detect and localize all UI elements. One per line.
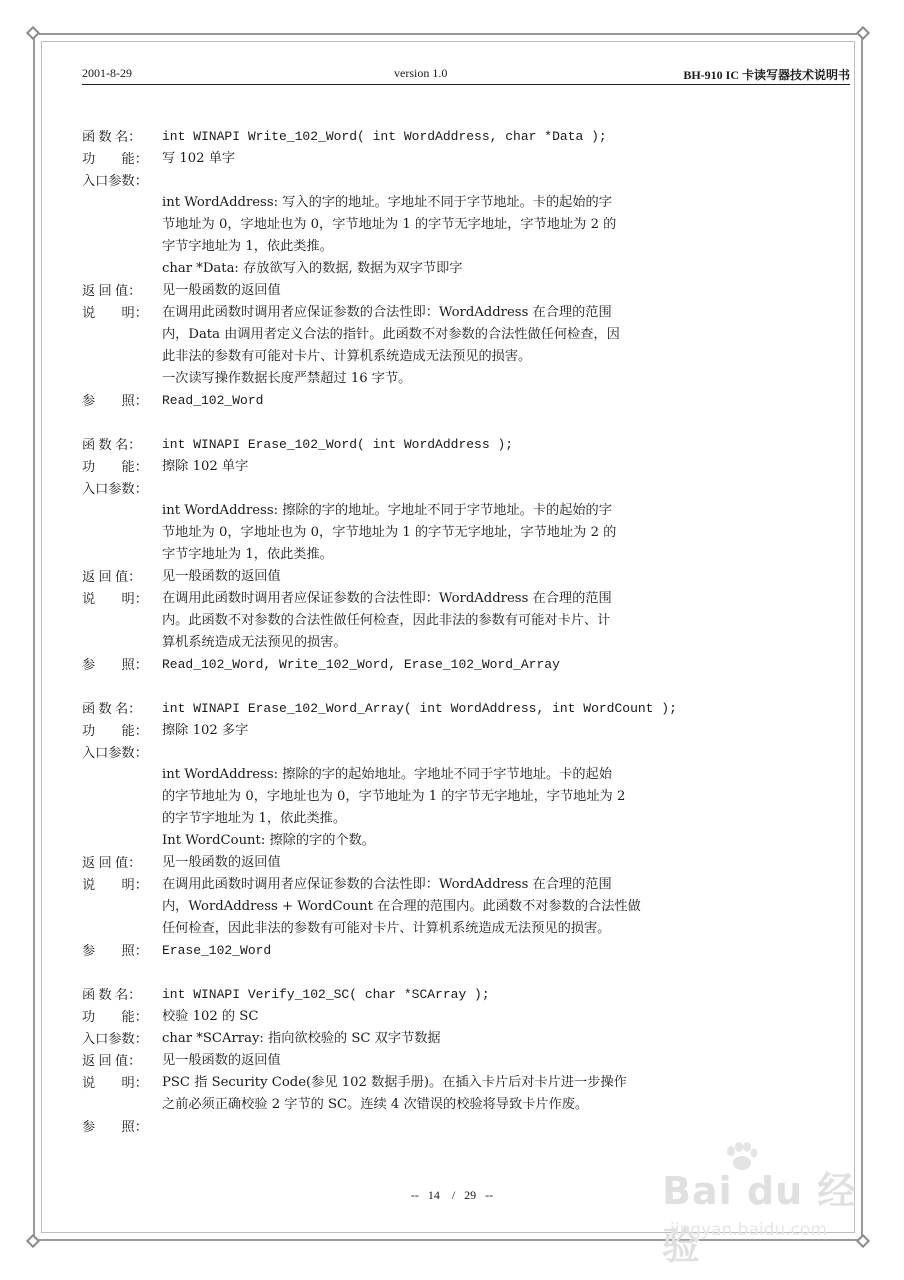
- param-line: 节地址为 0，字地址也为 0，字节地址为 1 的字节无字地址，字节地址为 2 的: [162, 525, 617, 540]
- function-signature: int WINAPI Verify_102_SC( char *SCArray );: [162, 987, 490, 1002]
- function-entry: [82, 984, 722, 1138]
- see-also: Read_102_Word: [162, 393, 264, 408]
- label-see: 参 照：: [82, 393, 148, 408]
- label-name: 函 数 名：: [82, 987, 142, 1002]
- function-purpose: 擦除 102 多字: [162, 723, 249, 738]
- desc-line: 内，WordAddress + WordCount 在合理的范围内。此函数不对参数的合法性做: [162, 899, 641, 914]
- header-version: version 1.0: [394, 66, 448, 80]
- header-rule: [82, 84, 850, 85]
- label-params: 入口参数：: [82, 173, 148, 188]
- return-value: 见一般函数的返回值: [162, 569, 281, 584]
- label-name: 函 数 名：: [82, 701, 142, 716]
- return-value: 见一般函数的返回值: [162, 855, 281, 870]
- desc-continued: [82, 610, 722, 654]
- param-line: 的字节字地址为 1，依此类推。: [162, 811, 347, 826]
- desc-line: 此非法的参数有可能对卡片、计算机系统造成无法预见的损害。: [162, 349, 532, 364]
- function-signature: int WINAPI Erase_102_Word( int WordAddress );: [162, 437, 514, 452]
- desc-continued: [82, 1094, 722, 1116]
- function-purpose: 校验 102 的 SC: [162, 1009, 259, 1024]
- label-see: 参 照：: [82, 1119, 148, 1134]
- label-params: 入口参数：: [82, 1031, 148, 1046]
- header-date: 2001-8-29: [82, 66, 132, 80]
- label-name: 函 数 名：: [82, 129, 142, 144]
- desc-line: 在调用此函数时调用者应保证参数的合法性即：WordAddress 在合理的范围: [162, 877, 612, 892]
- label-see: 参 照：: [82, 657, 148, 672]
- param-line: 字节字地址为 1，依此类推。: [162, 547, 333, 562]
- watermark-logo: Bai du 经验: [662, 1169, 857, 1268]
- desc-line: 在调用此函数时调用者应保证参数的合法性即：WordAddress 在合理的范围: [162, 305, 612, 320]
- param-line: int WordAddress: 擦除的字的地址。字地址不同于字节地址。卡的起始的字: [162, 503, 612, 518]
- label-function: 功 能：: [82, 459, 148, 474]
- see-also: [162, 1116, 722, 1138]
- label-function: 功 能：: [82, 151, 148, 166]
- watermark-url: jingyan.baidu.com: [670, 1220, 827, 1240]
- desc-line: 之前必须正确校验 2 字节的 SC。连续 4 次错误的校验将导致卡片作废。: [162, 1097, 589, 1112]
- label-return: 返 回 值：: [82, 1053, 142, 1068]
- desc-line: 内，Data 由调用者定义合法的指针。此函数不对参数的合法性做任何检查，因: [162, 327, 620, 342]
- return-value: 见一般函数的返回值: [162, 283, 281, 298]
- param-line: int WordAddress: 擦除的字的起始地址。字地址不同于字节地址。卡的起始: [162, 767, 612, 782]
- function-entry: [82, 434, 722, 676]
- param-line: char *Data: 存放欲写入的数据, 数据为双字节即字: [162, 261, 463, 276]
- function-entry: [82, 698, 722, 962]
- label-return: 返 回 值：: [82, 283, 142, 298]
- label-name: 函 数 名：: [82, 437, 142, 452]
- return-value: 见一般函数的返回值: [162, 1053, 281, 1068]
- desc-line: 算机系统造成无法预见的损害。: [162, 635, 347, 650]
- param-line: int WordAddress: 写入的字的地址。字地址不同于字节地址。卡的起始的字: [162, 195, 612, 210]
- param-line: 节地址为 0，字地址也为 0，字节地址为 1 的字节无字地址，字节地址为 2 的: [162, 217, 617, 232]
- see-also: Erase_102_Word: [162, 943, 272, 958]
- label-desc: 说 明：: [82, 305, 148, 320]
- desc-continued: [82, 324, 722, 390]
- function-purpose: 擦除 102 单字: [162, 459, 249, 474]
- desc-line: 任何检查，因此非法的参数有可能对卡片、计算机系统造成无法预见的损害。: [162, 921, 611, 936]
- param-line: Int WordCount: 擦除的字的个数。: [162, 833, 375, 848]
- param-line: 的字节地址为 0，字地址也为 0，字节地址为 1 的字节无字地址，字节地址为 2: [162, 789, 626, 804]
- function-entry: [82, 126, 722, 412]
- page-header: [82, 64, 850, 84]
- label-desc: 说 明：: [82, 1075, 148, 1090]
- header-title: BH-910 IC 卡读写器技术说明书: [683, 68, 850, 82]
- see-also: Read_102_Word, Write_102_Word, Erase_102_Word_Array: [162, 657, 560, 672]
- param-list: [82, 500, 722, 566]
- function-signature: int WINAPI Erase_102_Word_Array( int WordAddress, int WordCount );: [162, 701, 677, 716]
- param-inline: char *SCArray: 指向欲校验的 SC 双字节数据: [162, 1031, 441, 1046]
- function-purpose: 写 102 单字: [162, 151, 236, 166]
- param-line: 字节字地址为 1，依此类推。: [162, 239, 333, 254]
- desc-line: PSC 指 Security Code(参见 102 数据手册)。在插入卡片后对卡片进一步操作: [162, 1075, 627, 1090]
- label-function: 功 能：: [82, 1009, 148, 1024]
- label-desc: 说 明：: [82, 877, 148, 892]
- param-list: [82, 764, 722, 852]
- watermark: [650, 1160, 870, 1268]
- desc-line: 在调用此函数时调用者应保证参数的合法性即：WordAddress 在合理的范围: [162, 591, 612, 606]
- desc-continued: [82, 896, 722, 940]
- label-return: 返 回 值：: [82, 569, 142, 584]
- label-return: 返 回 值：: [82, 855, 142, 870]
- desc-line: 一次读写操作数据长度严禁超过 16 字节。: [162, 371, 412, 386]
- page-number: -- 14 / 29 --: [410, 1188, 494, 1202]
- desc-line: 内。此函数不对参数的合法性做任何检查，因此非法的参数有可能对卡片、计: [162, 613, 611, 628]
- label-params: 入口参数：: [82, 745, 148, 760]
- param-list: [82, 192, 722, 280]
- function-signature: int WINAPI Write_102_Word( int WordAddress, char *Data );: [162, 129, 607, 144]
- label-see: 参 照：: [82, 943, 148, 958]
- document-body: [82, 126, 722, 1160]
- label-function: 功 能：: [82, 723, 148, 738]
- label-desc: 说 明：: [82, 591, 148, 606]
- label-params: 入口参数：: [82, 481, 148, 496]
